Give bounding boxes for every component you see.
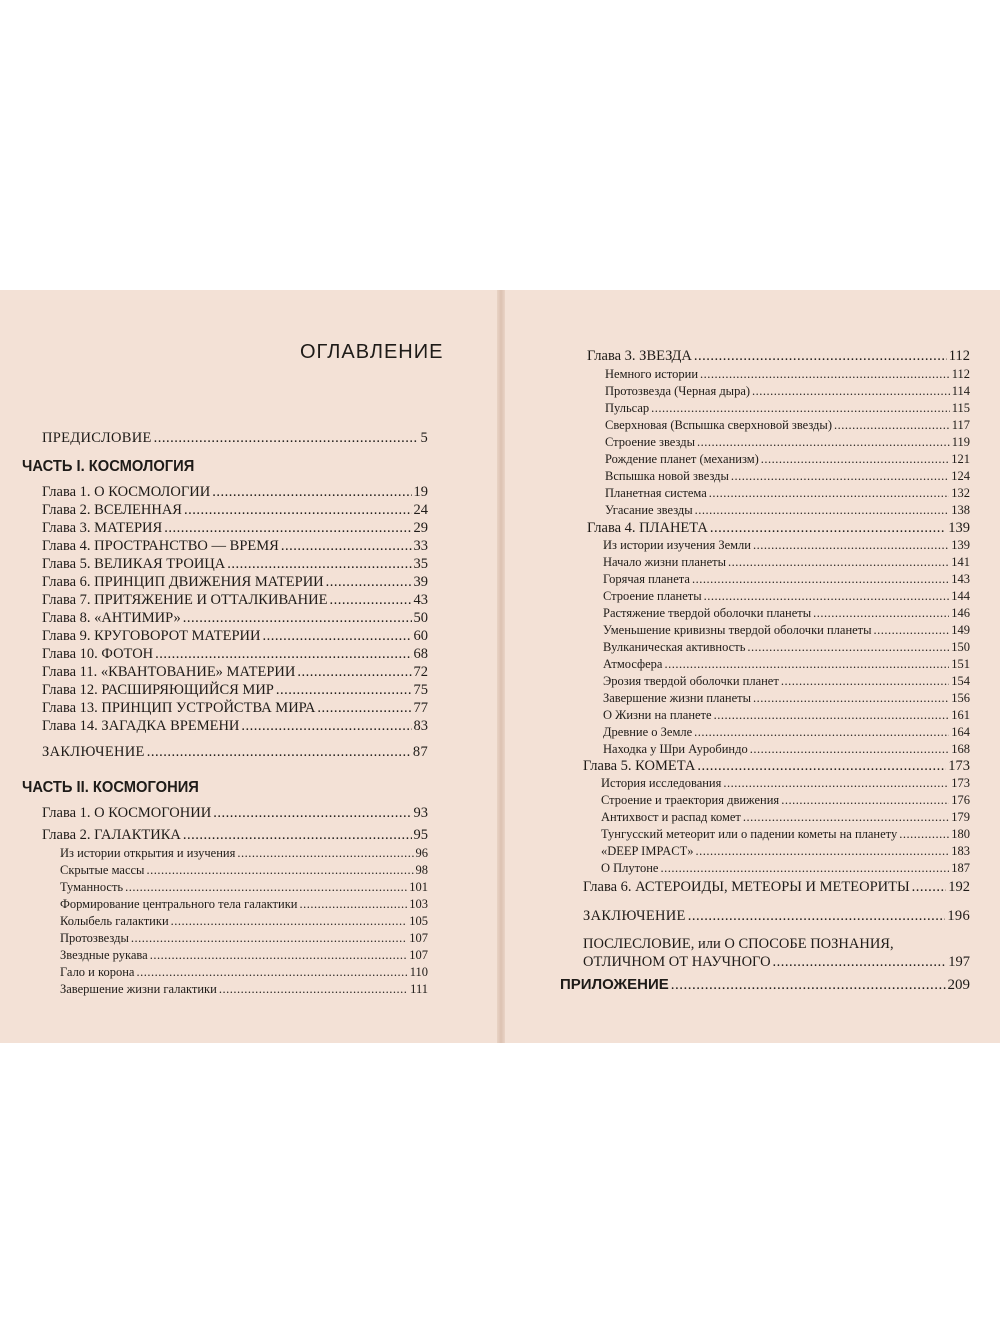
entry-page: 168 — [951, 742, 970, 756]
entry-page: 187 — [951, 861, 970, 875]
entry-page: 87 — [412, 744, 428, 760]
entry-title: Горячая планета — [603, 572, 690, 586]
toc-entry-section — [603, 742, 970, 757]
toc-entry-chapter — [42, 592, 428, 609]
toc-entry-section — [60, 897, 428, 912]
entry-title: Древние о Земле — [603, 725, 693, 739]
entry-page: 103 — [409, 897, 428, 911]
toc-entry-section — [60, 948, 428, 963]
entry-title: Глава 4. ПРОСТРАНСТВО — ВРЕМЯ — [42, 538, 279, 554]
entry-title: Глава 1. О КОСМОГОНИИ — [42, 805, 212, 821]
toc-entry-section — [603, 674, 970, 689]
toc-title: ОГЛАВЛЕНИЕ — [300, 341, 444, 363]
entry-page: 107 — [409, 948, 428, 962]
entry-page: 196 — [947, 908, 970, 924]
entry-page: 112 — [951, 367, 970, 381]
entry-page: 119 — [951, 435, 970, 449]
entry-page: 105 — [409, 914, 428, 928]
entry-page: 173 — [951, 776, 970, 790]
entry-page: 72 — [413, 664, 428, 680]
entry-title: Строение планеты — [603, 589, 702, 603]
entry-page: 146 — [951, 606, 970, 620]
entry-page: 39 — [413, 574, 428, 590]
entry-title: Протозвезда (Черная дыра) — [605, 384, 751, 398]
toc-entry-section — [603, 691, 970, 706]
toc-entry-section — [605, 469, 970, 484]
toc-entry-section — [605, 435, 970, 450]
entry-title: Глава 5. ВЕЛИКАЯ ТРОИЦА — [42, 556, 226, 572]
entry-title: Из истории изучения Земли — [603, 538, 751, 552]
left-page — [0, 290, 497, 1043]
entry-page: 132 — [951, 486, 970, 500]
entry-page: 183 — [951, 844, 970, 858]
entry-title: Уменьшение кривизны твердой оболочки планеты — [603, 623, 872, 637]
entry-page: 156 — [951, 691, 970, 705]
entry-page: 164 — [951, 725, 970, 739]
entry-title: Глава 1. О КОСМОЛОГИИ — [42, 484, 211, 500]
entry-title: Глава 5. КОМЕТА — [583, 758, 696, 774]
entry-title: Глава 4. ПЛАНЕТА — [587, 520, 708, 536]
entry-page: 29 — [413, 520, 428, 536]
toc-entry-section — [601, 776, 970, 791]
entry-title: ОТЛИЧНОМ ОТ НАУЧНОГО — [583, 954, 771, 970]
toc-entry-chapter — [587, 520, 970, 537]
entry-title: История исследования — [601, 776, 722, 790]
entry-title: Находка у Шри Ауробиндо — [603, 742, 748, 756]
entry-page: 60 — [413, 628, 428, 644]
entry-page: 93 — [413, 805, 428, 821]
toc-entry-section — [605, 452, 970, 467]
toc-entry-chapter — [42, 682, 428, 699]
toc-entry-section — [60, 846, 428, 861]
entry-page: 154 — [951, 674, 970, 688]
entry-title: Завершение жизни галактики — [60, 982, 217, 996]
entry-title: Глава 10. ФОТОН — [42, 646, 154, 662]
entry-title: Антихвост и распад комет — [601, 810, 741, 824]
entry-title: Сверхновая (Вспышка сверхновой звезды) — [605, 418, 832, 432]
entry-title: Вспышка новой звезды — [605, 469, 729, 483]
entry-page: 5 — [420, 430, 428, 446]
entry-title: Скрытые массы — [60, 863, 145, 877]
toc-entry-chapter — [42, 827, 428, 844]
afterword-line-1: ПОСЛЕСЛОВИЕ, или О СПОСОБЕ ПОЗНАНИЯ, — [583, 936, 894, 952]
entry-title: Глава 14. ЗАГАДКА ВРЕМЕНИ — [42, 718, 240, 734]
toc-entry-section — [60, 863, 428, 878]
toc-entry-section — [60, 914, 428, 929]
entry-title: О Жизни на планете — [603, 708, 712, 722]
entry-title: Глава 2. ВСЕЛЕННАЯ — [42, 502, 182, 518]
toc-entry-chapter — [42, 502, 428, 519]
part-1-title: ЧАСТЬ I. КОСМОЛОГИЯ — [22, 458, 195, 475]
entry-page: 50 — [413, 610, 428, 626]
entry-title: Глава 3. МАТЕРИЯ — [42, 520, 163, 536]
entry-page: 96 — [415, 846, 428, 860]
toc-entry-section — [60, 965, 428, 980]
entry-page: 150 — [951, 640, 970, 654]
entry-page: 143 — [951, 572, 970, 586]
toc-entry-section — [603, 589, 970, 604]
entry-page: 107 — [409, 931, 428, 945]
entry-title: «DEEP IMPACT» — [601, 844, 694, 858]
entry-title: Глава 3. ЗВЕЗДА — [587, 348, 692, 364]
entry-title: Немного истории — [605, 367, 699, 381]
entry-page: 77 — [413, 700, 428, 716]
toc-entry-section — [605, 401, 970, 416]
entry-title: Протозвезды — [60, 931, 129, 945]
entry-page: 197 — [948, 954, 970, 970]
toc-entry-section — [601, 793, 970, 808]
entry-page: 33 — [413, 538, 428, 554]
entry-page: 24 — [413, 502, 428, 518]
entry-title: Глава 11. «КВАНТОВАНИЕ» МАТЕРИИ — [42, 664, 296, 680]
toc-entry-section — [603, 572, 970, 587]
toc-entry-chapter — [42, 628, 428, 645]
toc-entry-preface — [42, 430, 428, 447]
entry-page: 95 — [413, 827, 428, 843]
toc-entry-section — [60, 982, 428, 997]
part-2-title: ЧАСТЬ II. КОСМОГОНИЯ — [22, 779, 199, 796]
entry-title: Глава 2. ГАЛАКТИКА — [42, 827, 181, 843]
entry-page: 141 — [951, 555, 970, 569]
entry-title: Строение звезды — [605, 435, 695, 449]
toc-entry-chapter — [583, 879, 970, 896]
toc-entry-chapter — [42, 520, 428, 537]
entry-page: 114 — [951, 384, 970, 398]
entry-page: 75 — [413, 682, 428, 698]
toc-entry-conclusion — [583, 908, 970, 925]
entry-title: Атмосфера — [603, 657, 663, 671]
entry-title: Рождение планет (механизм) — [605, 452, 759, 466]
entry-title: Растяжение твердой оболочки планеты — [603, 606, 812, 620]
entry-page: 110 — [409, 965, 428, 979]
toc-entry-section — [603, 555, 970, 570]
toc-entry-appendix — [560, 976, 970, 994]
entry-title: Формирование центрального тела галактики — [60, 897, 298, 911]
entry-page: 98 — [415, 863, 428, 877]
entry-title: ЗАКЛЮЧЕНИЕ — [42, 744, 145, 760]
entry-page: 68 — [413, 646, 428, 662]
entry-page: 138 — [951, 503, 970, 517]
toc-entry-section — [605, 503, 970, 518]
entry-page: 151 — [951, 657, 970, 671]
entry-page: 161 — [951, 708, 970, 722]
book-spread — [0, 290, 1000, 1043]
toc-entry-chapter — [42, 646, 428, 663]
entry-page: 176 — [951, 793, 970, 807]
entry-title: Угасание звезды — [605, 503, 693, 517]
toc-entry-section — [605, 367, 970, 382]
toc-entry-chapter — [583, 758, 970, 775]
entry-page: 180 — [951, 827, 970, 841]
entry-title: Начало жизни планеты — [603, 555, 726, 569]
entry-title: ПРЕДИСЛОВИЕ — [42, 430, 152, 446]
entry-page: 179 — [951, 810, 970, 824]
toc-entry-chapter — [42, 718, 428, 735]
entry-page: 19 — [413, 484, 428, 500]
toc-entry-chapter — [587, 348, 970, 365]
entry-title: Звездные рукава — [60, 948, 148, 962]
entry-title: Глава 13. ПРИНЦИП УСТРОЙСТВА МИРА — [42, 700, 316, 716]
entry-title: Глава 6. АСТЕРОИДЫ, МЕТЕОРЫ И МЕТЕОРИТЫ — [583, 879, 910, 895]
entry-title: Глава 12. РАСШИРЯЮЩИЙСЯ МИР — [42, 682, 274, 698]
entry-title: Завершение жизни планеты — [603, 691, 752, 705]
entry-page: 111 — [410, 982, 428, 996]
entry-page: 173 — [948, 758, 970, 774]
toc-entry-section — [603, 708, 970, 723]
book-fold — [497, 290, 505, 1043]
entry-page: 115 — [951, 401, 970, 415]
entry-page: 43 — [413, 592, 428, 608]
entry-title: Эрозия твердой оболочки планет — [603, 674, 779, 688]
entry-title: Туманность — [60, 880, 124, 894]
toc-entry-section — [603, 657, 970, 672]
entry-title: Глава 7. ПРИТЯЖЕНИЕ И ОТТАЛКИВАНИЕ — [42, 592, 328, 608]
toc-entry-section — [60, 880, 428, 895]
entry-title: Строение и траектория движения — [601, 793, 780, 807]
toc-entry-chapter — [42, 610, 428, 627]
toc-entry-section — [603, 623, 970, 638]
toc-entry-section — [603, 725, 970, 740]
right-page — [505, 290, 1000, 1043]
entry-page: 35 — [413, 556, 428, 572]
toc-entry-section — [601, 810, 970, 825]
toc-entry-section — [605, 384, 970, 399]
toc-entry-section — [601, 827, 970, 842]
entry-page: 209 — [947, 977, 970, 993]
entry-page: 121 — [951, 452, 970, 466]
entry-page: 112 — [948, 348, 970, 364]
entry-title: Из истории открытия и изучения — [60, 846, 236, 860]
entry-page: 117 — [951, 418, 970, 432]
entry-title: Гало и корона — [60, 965, 135, 979]
entry-title: Колыбель галактики — [60, 914, 169, 928]
entry-page: 101 — [409, 880, 428, 894]
toc-entry-section — [601, 844, 970, 859]
entry-title: ПРИЛОЖЕНИЕ — [560, 976, 669, 993]
toc-entry-section — [60, 931, 428, 946]
entry-title: Глава 6. ПРИНЦИП ДВИЖЕНИЯ МАТЕРИИ — [42, 574, 324, 590]
entry-title: Планетная система — [605, 486, 707, 500]
toc-entry-section — [603, 538, 970, 553]
entry-title: О Плутоне — [601, 861, 659, 875]
entry-page: 139 — [948, 520, 970, 536]
entry-title: Пульсар — [605, 401, 650, 415]
toc-entry-section — [603, 606, 970, 621]
entry-page: 192 — [948, 879, 970, 895]
entry-page: 83 — [413, 718, 428, 734]
entry-title: Глава 8. «АНТИМИР» — [42, 610, 181, 626]
entry-page: 139 — [951, 538, 970, 552]
entry-title: ЗАКЛЮЧЕНИЕ — [583, 908, 686, 924]
toc-entry-section — [605, 486, 970, 501]
entry-title: Глава 9. КРУГОВОРОТ МАТЕРИИ — [42, 628, 261, 644]
toc-entry-section — [601, 861, 970, 876]
toc-entry-chapter — [42, 574, 428, 591]
toc-entry-afterword — [583, 954, 970, 971]
toc-entry-conclusion — [42, 744, 428, 761]
toc-entry-chapter — [42, 805, 428, 822]
entry-title: Тунгусский метеорит или о падении кометы на планету — [601, 827, 898, 841]
entry-page: 124 — [951, 469, 970, 483]
toc-entry-chapter — [42, 700, 428, 717]
toc-entry-chapter — [42, 664, 428, 681]
toc-entry-section — [603, 640, 970, 655]
toc-entry-chapter — [42, 538, 428, 555]
entry-page: 149 — [951, 623, 970, 637]
entry-title: Вулканическая активность — [603, 640, 746, 654]
toc-entry-section — [605, 418, 970, 433]
toc-entry-chapter — [42, 556, 428, 573]
toc-entry-chapter — [42, 484, 428, 501]
entry-page: 144 — [951, 589, 970, 603]
